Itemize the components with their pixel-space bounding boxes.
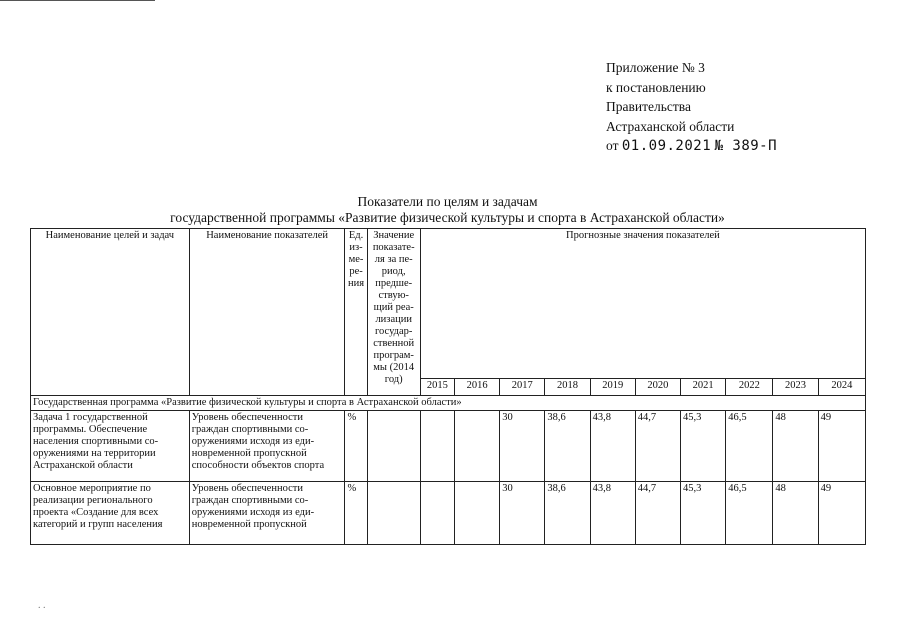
scan-edge-line <box>0 0 155 1</box>
year-header: 2021 <box>681 379 726 396</box>
period-cell <box>367 482 420 545</box>
document-title <box>30 194 865 226</box>
value-cell: 49 <box>818 411 865 482</box>
annex-date-prefix: от <box>606 138 619 153</box>
year-header: 2019 <box>590 379 635 396</box>
unit-cell: % <box>345 411 367 482</box>
value-cell: 46,5 <box>726 482 773 545</box>
value-cell <box>420 411 454 482</box>
value-cell: 43,8 <box>590 482 635 545</box>
table-row <box>31 482 866 545</box>
year-header: 2024 <box>818 379 865 396</box>
scan-marks: . . <box>38 600 46 611</box>
annex-line-3: Правительства <box>606 99 691 114</box>
value-cell <box>454 411 499 482</box>
year-header: 2015 <box>420 379 454 396</box>
annex-line-2: к постановлению <box>606 79 706 95</box>
title-line-1: Показатели по целям и задачам <box>357 194 538 209</box>
header-indicators: Наименование показателей <box>189 229 345 396</box>
year-header: 2020 <box>635 379 680 396</box>
value-cell: 44,7 <box>635 482 680 545</box>
indicator-cell: Уровень обеспеченности граждан спортивными со-оружениями исходя из еди-новременной пропускной способности объектов спорта <box>189 411 345 482</box>
value-cell: 45,3 <box>681 482 726 545</box>
annex-block <box>606 58 777 157</box>
annex-number: № 389-П <box>714 138 778 154</box>
indicators-table <box>30 228 866 545</box>
period-cell <box>367 411 420 482</box>
header-unit: Ед. из-ме-ре-ния <box>345 229 367 396</box>
header-goals: Наименование целей и задач <box>31 229 190 396</box>
value-cell: 49 <box>818 482 865 545</box>
annex-line-4: Астраханской области <box>606 118 735 134</box>
value-cell <box>454 482 499 545</box>
year-header: 2023 <box>773 379 818 396</box>
value-cell: 30 <box>500 482 545 545</box>
year-header: 2022 <box>726 379 773 396</box>
annex-date: 01.09.2021 <box>621 138 712 154</box>
header-row-1 <box>31 229 866 379</box>
header-period-value: Значение показате-ля за пе-риод, предше-ствую-щий реа-лизации государ-ственной програм-мы (2014 год) <box>367 229 420 396</box>
value-cell <box>420 482 454 545</box>
value-cell: 30 <box>500 411 545 482</box>
annex-date-line <box>606 136 777 157</box>
title-line-2: государственной программы «Развитие физической культуры и спорта в Астраханской области» <box>170 210 725 225</box>
value-cell: 48 <box>773 411 818 482</box>
value-cell: 38,6 <box>545 482 590 545</box>
value-cell: 45,3 <box>681 411 726 482</box>
value-cell: 48 <box>773 482 818 545</box>
section-row <box>31 396 866 411</box>
indicator-cell: Уровень обеспеченности граждан спортивными со-оружениями исходя из еди-новременной пропускной <box>189 482 345 545</box>
value-cell: 44,7 <box>635 411 680 482</box>
year-header: 2018 <box>545 379 590 396</box>
year-header: 2016 <box>454 379 499 396</box>
goal-cell: Основное мероприятие по реализации регионального проекта «Создание для всех категорий и групп населения <box>31 482 190 545</box>
goal-cell: Задача 1 государственной программы. Обеспечение населения спортивными со-оружениями на территории Астраханской области <box>31 411 190 482</box>
section-title: Государственная программа «Развитие физической культуры и спорта в Астраханской области» <box>31 396 866 411</box>
value-cell: 46,5 <box>726 411 773 482</box>
unit-cell: % <box>345 482 367 545</box>
value-cell: 43,8 <box>590 411 635 482</box>
value-cell: 38,6 <box>545 411 590 482</box>
header-forecast: Прогнозные значения показателей <box>420 229 865 379</box>
year-header: 2017 <box>500 379 545 396</box>
annex-line-1: Приложение № 3 <box>606 60 705 75</box>
table-row <box>31 411 866 482</box>
